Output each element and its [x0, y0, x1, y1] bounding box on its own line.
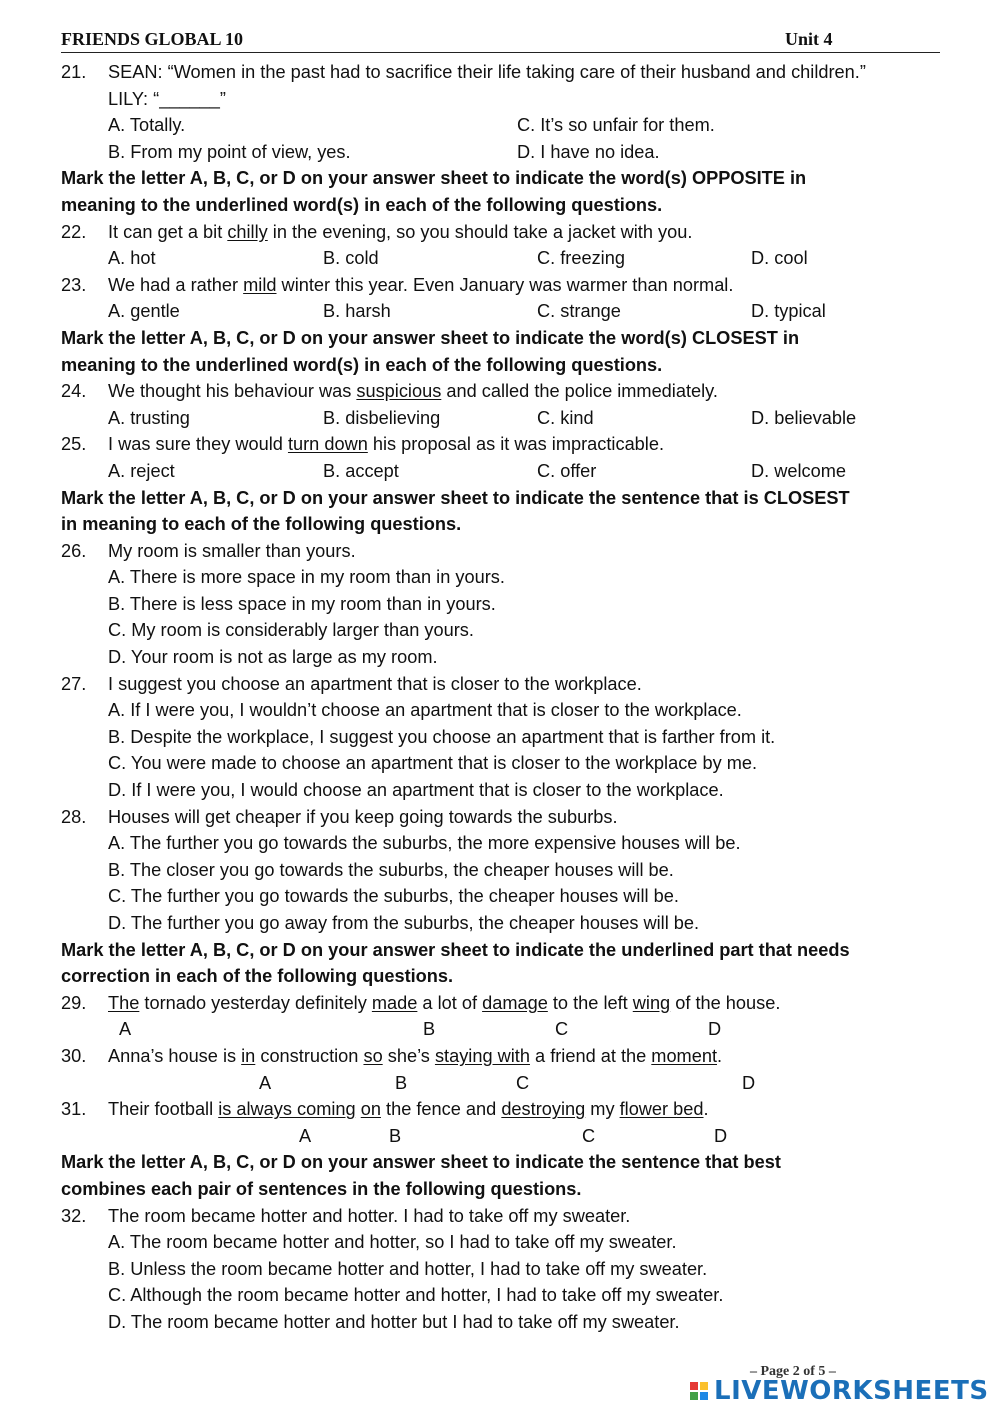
option-b[interactable]: B. Despite the workplace, I suggest you choose an apartment that is farther from it.: [108, 726, 776, 747]
option-c[interactable]: C. The further you go towards the suburbs, the cheaper houses will be.: [108, 886, 679, 907]
option-b[interactable]: B. accept: [323, 460, 399, 481]
underlined-part-c: destroying: [501, 1099, 586, 1120]
underlined-word: suspicious: [356, 381, 442, 402]
question-text: We thought his behaviour was suspicious and called the police immediately.: [108, 381, 718, 402]
option-c[interactable]: C. You were made to choose an apartment that is closer to the workplace by me.: [108, 753, 758, 774]
option-b[interactable]: B. cold: [323, 248, 379, 269]
question-text: Their football is always coming on the fence and destroying my flower bed.: [108, 1099, 709, 1120]
option-b[interactable]: B: [423, 1019, 436, 1040]
option-b[interactable]: B. harsh: [323, 301, 391, 322]
option-a[interactable]: A. hot: [108, 248, 156, 269]
page-header: [61, 28, 940, 53]
instruction-sentence-closest: Mark the letter A, B, C, or D on your answer sheet to indicate the sentence that is CLOSEST: [61, 487, 850, 508]
option-b[interactable]: B. disbelieving: [323, 407, 441, 428]
underlined-part-d: wing: [632, 992, 671, 1013]
option-b[interactable]: B. From my point of view, yes.: [108, 141, 351, 162]
underlined-word: turn down: [287, 434, 368, 455]
question-text: The room became hotter and hotter. I had to take off my sweater.: [108, 1205, 631, 1226]
question-number: 21.: [61, 62, 87, 82]
option-c[interactable]: C. offer: [537, 460, 597, 481]
question-number: 26.: [61, 540, 87, 561]
question-29: [61, 990, 961, 1017]
option-a[interactable]: A. Totally.: [108, 115, 186, 136]
option-a[interactable]: A: [119, 1019, 132, 1040]
option-a[interactable]: A. gentle: [108, 301, 180, 322]
option-c[interactable]: C. My room is considerably larger than yours.: [108, 620, 474, 641]
question-30: [61, 1043, 961, 1070]
underlined-part-b: made: [371, 992, 418, 1013]
question-text: SEAN: “Women in the past had to sacrifice their life taking care of their husband and children.”: [108, 62, 866, 82]
option-c[interactable]: C: [582, 1125, 596, 1146]
question-21: [61, 59, 961, 86]
underlined-part-d: moment: [651, 1045, 717, 1066]
option-b[interactable]: B. There is less space in my room than in yours.: [108, 593, 496, 614]
option-c[interactable]: C: [555, 1019, 569, 1040]
option-c[interactable]: C. kind: [537, 407, 594, 428]
option-a[interactable]: A. trusting: [108, 407, 190, 428]
question-number: 28.: [61, 806, 87, 827]
option-d[interactable]: D: [714, 1125, 728, 1146]
option-c[interactable]: C: [516, 1072, 530, 1093]
question-text: My room is smaller than yours.: [108, 540, 356, 561]
underlined-word: mild: [243, 274, 277, 295]
option-a[interactable]: A: [299, 1125, 312, 1146]
option-b[interactable]: B. Unless the room became hotter and hotter, I had to take off my sweater.: [108, 1258, 708, 1279]
question-25: [61, 431, 961, 458]
worksheet-content: 21. SEAN: “Women in the past had to sacrifice their life taking care of their husband and children.” LILY: “______” A. Totally. C. It’s so unfair for them. B. From my point of view, yes. D. I have no idea. Mark the letter A, B, C, or D on your answer sheet to indicate the word(s) OPPOSITE in meaning to the underlined word(s) in each of the following questions. 22. It can get a bit chilly in the evening, so you should take a jacket with you. A. hot B. cold C. freezing D. cool 23. We had a rather mild winter this year. Even January was warmer than normal. A. gentle B. harsh C. strange D. typical Mark the letter A, B, C, or D on your answer sheet to indicate the word(s) CLOSEST in meaning to the underlined word(s) in each of the following questions. 24. We thought his behaviour was suspicious and called the police immediately. A. trusting B. disbelieving C. kind D. believable 25. I was sure they would turn down his proposal as it was impracticable. A. reject B. accept C. offer D. welcome Mark the letter A, B, C, or D on your answer sheet to indicate the sentence that is CLOSEST in meaning to each of the following questions. 26. My room is smaller than yours. A. There is more space in my room than in yours. B. There is less space in my room than in yours. C. My room is considerably larger than yours. D. Your room is not as large as my room. 27. I suggest you choose an apartment that is closer to the workplace. A. If I were you, I wouldn’t choose an apartment that is closer to the workplace. B. Despite the workplace, I suggest you choose an apartment that is farther from it. C. You were made to choose an apartment that is closer to the workplace by me. D. If I were you, I would choose an apartment that is closer to the workplace. 28. Houses will get cheaper if you keep going towards the suburbs. A. The further you go towards the suburbs, the more expensive houses will be. B. The closer you go towards the suburbs, the cheaper houses will be. C. The further you go towards the suburbs, the cheaper houses will be. D. The further you go away from the suburbs, the cheaper houses will be. Mark the letter A, B, C, or D on your answer sheet to indicate the underlined part that needs correction in each of the following questions. 29. The tornado yesterday definitely made a lot of damage to the left wing of the house. A B C D 30. Anna’s house is in construction so she’s staying with a friend at the moment. A B C D 31. Their football is always coming on the fence and destroying my flower bed. A B C D Mark the letter A, B, C, or D on your answer sheet to indicate the sentence that best combines each pair of sentences in the following questions. 32. The room became hotter and hotter. I had to take off my sweater. A. The room became hotter and hotter, so I had to take off my sweater. B. Unless the room became hotter and hotter, I had to take off my sweater. C. Although the room became hotter and hotter, I had to take off my sweater. D. The room became hotter and hotter but I had to take off my sweater.: [61, 59, 961, 1336]
question-number: 25.: [61, 434, 87, 455]
option-a[interactable]: A. reject: [108, 460, 175, 481]
question-text: The tornado yesterday definitely made a lot of damage to the left wing of the house.: [108, 992, 781, 1013]
underlined-part-b: so: [363, 1045, 383, 1066]
option-b[interactable]: B: [395, 1072, 408, 1093]
underlined-part-c: damage: [482, 992, 548, 1013]
logo-grid-icon: [690, 1382, 708, 1400]
question-text: LILY: “______”: [108, 88, 226, 109]
underlined-part-c: staying with: [434, 1045, 530, 1066]
option-d[interactable]: D. welcome: [751, 460, 847, 481]
question-number: 24.: [61, 381, 87, 402]
instruction-opposite: Mark the letter A, B, C, or D on your answer sheet to indicate the word(s) OPPOSITE in: [61, 168, 807, 189]
option-d[interactable]: D. I have no idea.: [517, 141, 660, 162]
question-32: [61, 1203, 961, 1230]
option-b[interactable]: B. The closer you go towards the suburbs, the cheaper houses will be.: [108, 859, 674, 880]
question-text: It can get a bit chilly in the evening, so you should take a jacket with you.: [108, 221, 693, 242]
question-text: Anna’s house is in construction so she’s staying with a friend at the moment.: [108, 1045, 723, 1066]
underlined-word: chilly: [227, 221, 268, 242]
option-d[interactable]: D. The further you go away from the suburbs, the cheaper houses will be.: [108, 913, 700, 933]
question-number: 22.: [61, 221, 87, 242]
question-text: Houses will get cheaper if you keep going towards the suburbs.: [108, 806, 618, 827]
question-28: [61, 804, 961, 831]
option-d[interactable]: D: [742, 1072, 756, 1093]
underlined-part-a: The: [108, 992, 140, 1013]
question-23: [61, 272, 961, 299]
option-d[interactable]: D. typical: [751, 301, 826, 322]
option-c[interactable]: C. strange: [537, 301, 621, 322]
unit-label: Unit 4: [785, 29, 833, 49]
option-d[interactable]: D: [708, 1019, 722, 1040]
instruction-combine: Mark the letter A, B, C, or D on your answer sheet to indicate the sentence that best: [61, 1152, 781, 1173]
option-a[interactable]: A. The further you go towards the suburbs, the more expensive houses will be.: [108, 833, 741, 854]
question-number: 31.: [61, 1099, 87, 1120]
liveworksheets-logo: [690, 1376, 989, 1406]
question-number: 29.: [61, 992, 87, 1013]
underlined-part-a: is always coming: [218, 1099, 356, 1120]
underlined-part-d: flower bed: [619, 1099, 704, 1120]
option-d[interactable]: D. If I were you, I would choose an apartment that is closer to the workplace.: [108, 780, 724, 801]
option-c[interactable]: C. freezing: [537, 248, 625, 269]
question-27: [61, 671, 961, 698]
question-text: We had a rather mild winter this year. Even January was warmer than normal.: [108, 274, 734, 295]
option-a[interactable]: A. The room became hotter and hotter, so I had to take off my sweater.: [108, 1232, 677, 1253]
option-a[interactable]: A. If I were you, I wouldn’t choose an apartment that is closer to the workplace.: [108, 700, 742, 721]
logo-text: LIVEWORKSHEETS: [714, 1376, 989, 1406]
option-d[interactable]: D. Your room is not as large as my room.: [108, 647, 438, 668]
option-c[interactable]: C. It’s so unfair for them.: [517, 115, 715, 136]
instruction-closest: Mark the letter A, B, C, or D on your answer sheet to indicate the word(s) CLOSEST in: [61, 327, 800, 348]
book-title: FRIENDS GLOBAL 10: [61, 29, 244, 49]
question-number: 27.: [61, 673, 87, 694]
option-c[interactable]: C. Although the room became hotter and hotter, I had to take off my sweater.: [108, 1285, 724, 1306]
question-number: 23.: [61, 274, 87, 295]
option-a[interactable]: A. There is more space in my room than in yours.: [108, 567, 505, 588]
question-number: 32.: [61, 1205, 87, 1226]
question-26: [61, 538, 961, 565]
underlined-part-b: on: [360, 1099, 381, 1120]
question-text: I suggest you choose an apartment that is closer to the workplace.: [108, 673, 642, 694]
instruction-correction: Mark the letter A, B, C, or D on your answer sheet to indicate the underlined part that needs: [61, 939, 850, 960]
option-d[interactable]: D. cool: [751, 248, 808, 269]
question-number: 30.: [61, 1045, 87, 1066]
underlined-part-a: in: [241, 1045, 256, 1066]
option-a[interactable]: A: [259, 1072, 272, 1093]
option-d[interactable]: D. believable: [751, 407, 857, 428]
question-24: [61, 378, 961, 405]
page-number: – Page 2 of 5 –: [750, 1364, 836, 1379]
question-text: I was sure they would turn down his proposal as it was impracticable.: [108, 434, 665, 455]
option-b[interactable]: B: [389, 1125, 402, 1146]
question-31: [61, 1096, 961, 1123]
option-d[interactable]: D. The room became hotter and hotter but I had to take off my sweater.: [108, 1311, 680, 1332]
question-22: [61, 219, 961, 246]
